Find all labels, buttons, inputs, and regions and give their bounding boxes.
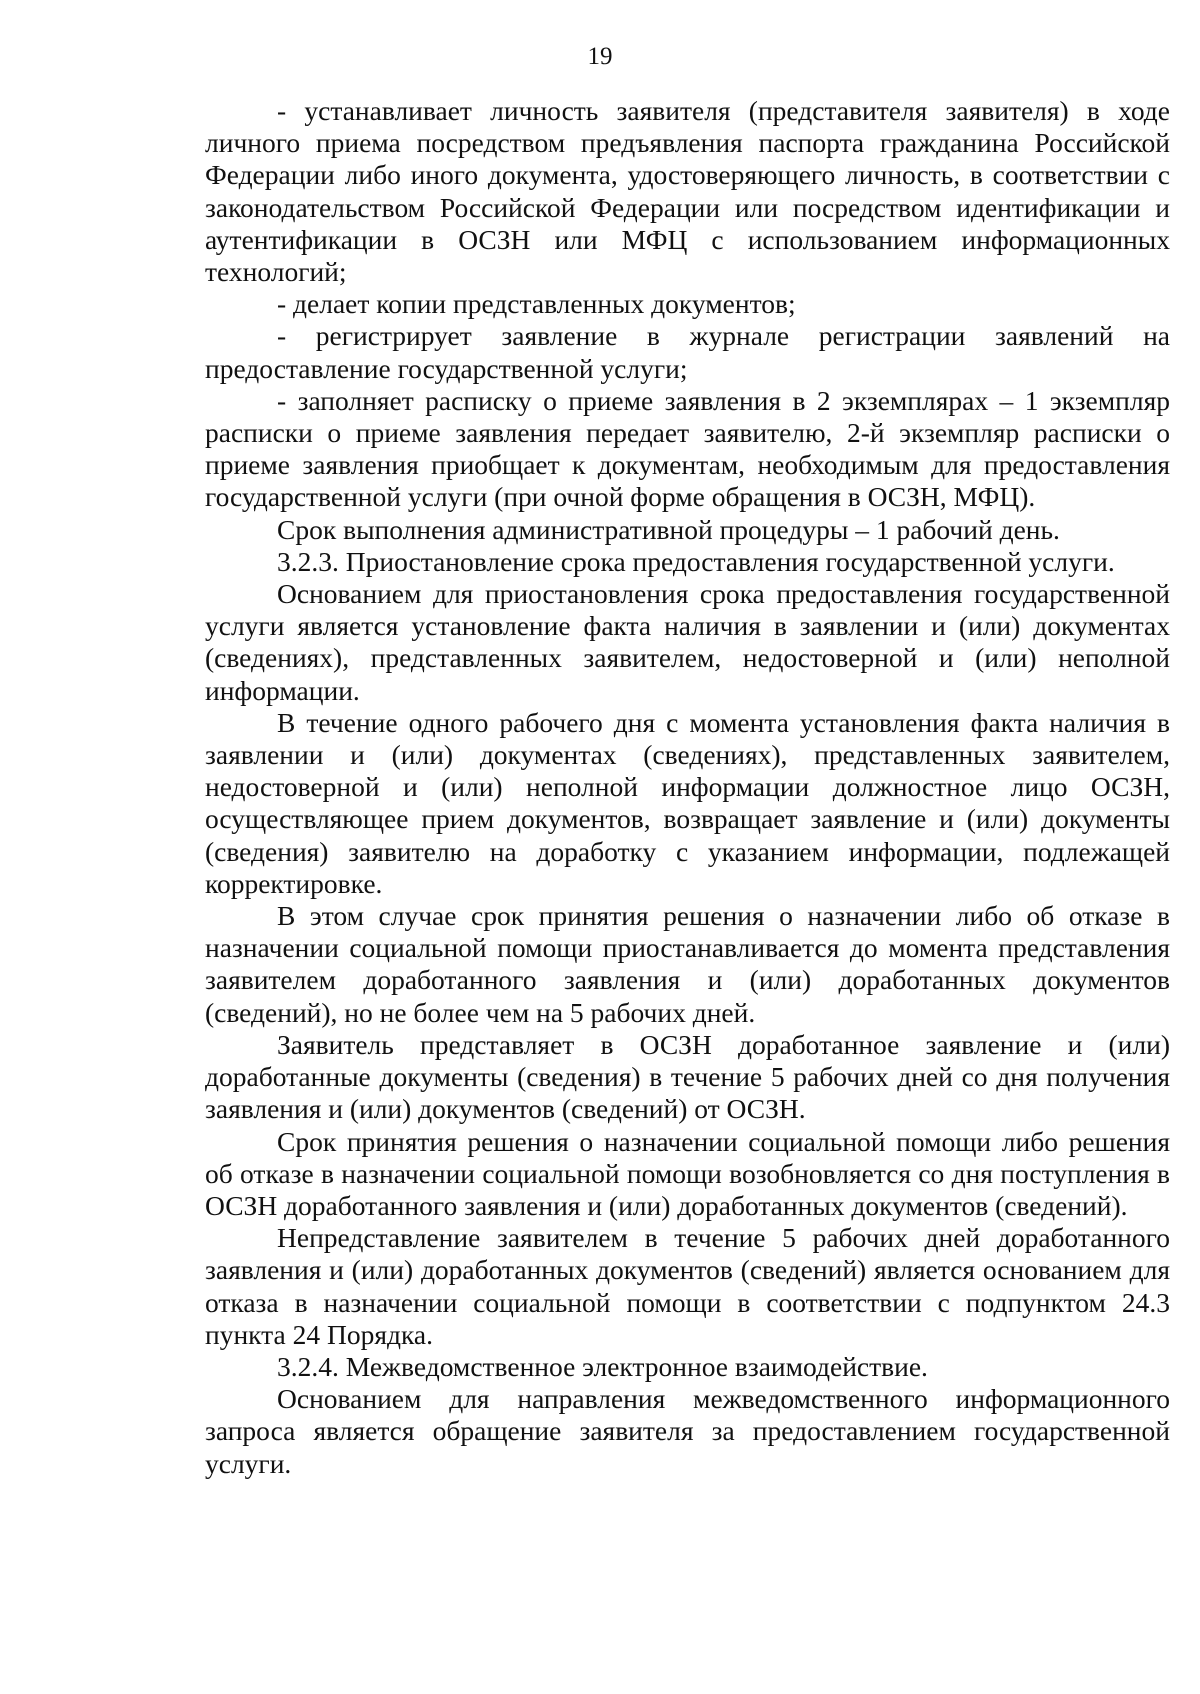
paragraph-registration: - регистрирует заявление в журнале регистрации заявлений на предоставление государственной услуги; — [205, 320, 1170, 384]
document-body — [205, 95, 1170, 1480]
paragraph-procedure-deadline: Срок выполнения административной процедуры – 1 рабочий день. — [277, 513, 1060, 545]
paragraph-copies: - делает копии представленных документов; — [277, 288, 796, 320]
section-heading-3-2-3: 3.2.3. Приостановление срока предоставления государственной услуги. — [277, 545, 1115, 577]
paragraph-identity-check: - устанавливает личность заявителя (представителя заявителя) в ходе личного приема посредством предъявления паспорта гражданина Российской Федерации либо иного документа, удостоверяющего личность, в соответствии с законодательством Российской Федерации или посредством идентификации и аутентификации в ОСЗН или МФЦ с использованием информационных технологий; — [205, 95, 1170, 288]
page-number: 19 — [587, 43, 613, 70]
section-heading-3-2-4: 3.2.4. Межведомственное электронное взаимодействие. — [277, 1350, 928, 1382]
paragraph-suspension-grounds: Основанием для приостановления срока предоставления государственной услуги является установление факта наличия в заявлении и (или) документах (сведениях), представленных заявителем, недостоверной и (или) неполной информации. — [205, 578, 1170, 706]
paragraph-resumption: Срок принятия решения о назначении социальной помощи либо решения об отказе в назначении социальной помощи возобновляется со дня поступления в ОСЗН доработанного заявления и (или) доработанных документов (сведений). — [205, 1125, 1170, 1221]
paragraph-refusal-grounds: Непредставление заявителем в течение 5 рабочих дней доработанного заявления и (или) доработанных документов (сведений) является основанием для отказа в назначении социальной помощи в соответствии с подпунктом 24.3 пункта 24 Порядка. — [205, 1222, 1170, 1350]
paragraph-receipt: - заполняет расписку о приеме заявления в 2 экземплярах – 1 экземпляр расписки о приеме заявления передает заявителю, 2-й экземпляр расписки о приеме заявления приобщает к документам, необходимым для предоставления государственной услуги (при очной форме обращения в ОСЗН, МФЦ). — [205, 384, 1170, 513]
paragraph-resubmission: Заявитель представляет в ОСЗН доработанное заявление и (или) доработанные документы (сведения) в течение 5 рабочих дней со дня получения заявления и (или) документов (сведений) от ОСЗН. — [205, 1028, 1170, 1125]
paragraph-suspension-period: В этом случае срок принятия решения о назначении либо об отказе в назначении социальной помощи приостанавливается до момента представления заявителем доработанного заявления и (или) доработанных документов (сведений), но не более чем на 5 рабочих дней. — [205, 900, 1170, 1028]
paragraph-interagency-request: Основанием для направления межведомственного информационного запроса является обращение заявителя за предоставлением государственной услуги. — [205, 1383, 1170, 1479]
paragraph-return-for-revision: В течение одного рабочего дня с момента установления факта наличия в заявлении и (или) документах (сведениях), представленных заявителем, недостоверной и (или) неполной информации должностное лицо ОСЗН, осуществляющее прием документов, возвращает заявление и (или) документы (сведения) заявителю на доработку с указанием информации, подлежащей корректировке. — [205, 706, 1170, 899]
